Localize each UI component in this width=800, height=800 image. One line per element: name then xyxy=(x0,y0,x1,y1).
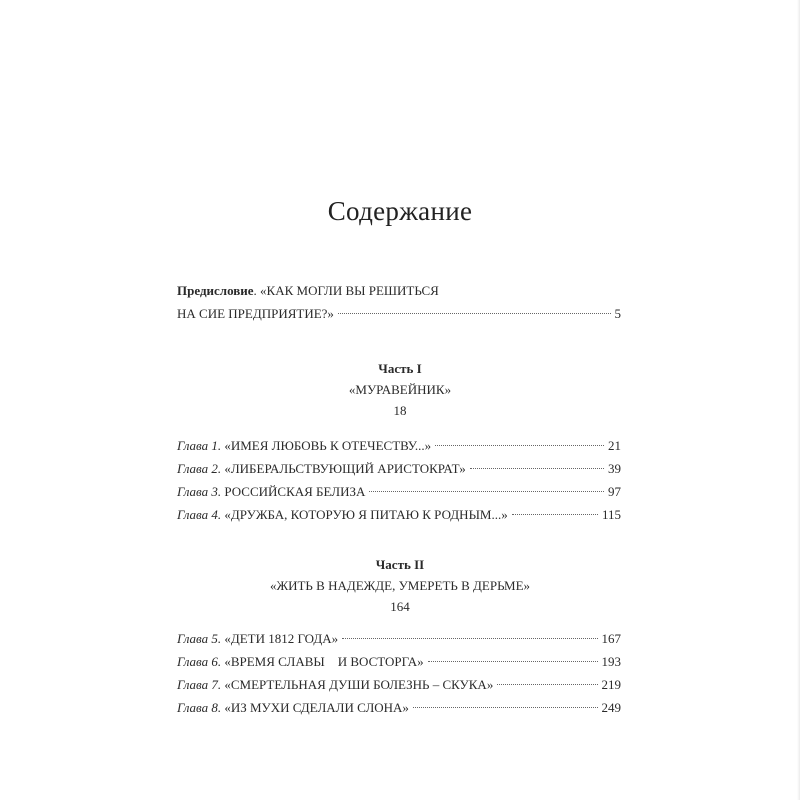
leader-dots xyxy=(470,467,604,469)
leader-dots xyxy=(369,490,604,492)
page-number: 5 xyxy=(614,306,621,321)
toc-entry-chapter-3[interactable] xyxy=(177,480,621,503)
part-2-chapter-list xyxy=(177,627,621,719)
leader-dots xyxy=(497,683,597,685)
toc-entry-chapter-7[interactable] xyxy=(177,673,621,696)
page-number: 167 xyxy=(601,631,621,646)
toc-entry-chapter-6[interactable] xyxy=(177,650,621,673)
leader-dots xyxy=(512,513,598,515)
part-page-number: 164 xyxy=(390,599,410,614)
chapter-title: «ДЕТИ 1812 ГОДА» xyxy=(224,631,339,646)
chapter-title: «СМЕРТЕЛЬНАЯ ДУШИ БОЛЕЗНЬ – СКУКА» xyxy=(224,677,494,692)
page-number: 115 xyxy=(601,507,621,522)
leader-dots xyxy=(428,660,598,662)
chapter-label: Глава 5. xyxy=(177,631,222,646)
part-1-chapter-list xyxy=(177,434,621,526)
toc-entry-chapter-5[interactable] xyxy=(177,627,621,650)
part-title: «МУРАВЕЙНИК» xyxy=(348,382,452,397)
page-number: 97 xyxy=(608,484,621,499)
chapter-title: «ЛИБЕРАЛЬСТВУЮЩИЙ АРИСТОКРАТ» xyxy=(224,461,466,476)
chapter-label: Глава 8. xyxy=(177,700,222,715)
preface-line-2 xyxy=(177,302,621,325)
chapter-title: «ИЗ МУХИ СДЕЛАЛИ СЛОНА» xyxy=(224,700,409,715)
part-page-number: 18 xyxy=(393,403,407,418)
part-2-header[interactable] xyxy=(0,554,800,617)
part-label: Часть I xyxy=(378,361,422,376)
toc-entry-chapter-4[interactable] xyxy=(177,503,621,526)
page-number: 219 xyxy=(601,677,621,692)
chapter-label: Глава 4. xyxy=(177,507,222,522)
leader-dots xyxy=(338,312,611,314)
chapter-label: Глава 2. xyxy=(177,461,222,476)
leader-dots xyxy=(413,706,598,708)
page-number: 249 xyxy=(601,700,621,715)
preface-title-line-2: НА СИЕ ПРЕДПРИЯТИЕ?» xyxy=(177,306,334,321)
toc-entry-chapter-8[interactable] xyxy=(177,696,621,719)
preface-label: Предисловие xyxy=(177,283,254,298)
chapter-title: «ДРУЖБА, КОТОРУЮ Я ПИТАЮ К РОДНЫМ...» xyxy=(224,507,508,522)
leader-dots xyxy=(342,637,597,639)
part-label: Часть II xyxy=(375,557,425,572)
page-number: 193 xyxy=(601,654,621,669)
page-title: Содержание xyxy=(327,196,473,226)
toc-entry-chapter-1[interactable] xyxy=(177,434,621,457)
page-number: 21 xyxy=(608,438,621,453)
chapter-label: Глава 6. xyxy=(177,654,222,669)
chapter-title: РОССИЙСКАЯ БЕЛИЗА xyxy=(224,484,366,499)
part-1-header[interactable] xyxy=(0,358,800,421)
preface-line-1 xyxy=(177,279,621,302)
chapter-title: «ИМЕЯ ЛЮБОВЬ К ОТЕЧЕСТВУ...» xyxy=(224,438,432,453)
chapter-title: «ВРЕМЯ СЛАВЫ И ВОСТОРГА» xyxy=(224,654,424,669)
preface-separator: . xyxy=(253,283,261,298)
toc-entry-chapter-2[interactable] xyxy=(177,457,621,480)
leader-dots xyxy=(435,444,604,446)
preface-title-line-1: «КАК МОГЛИ ВЫ РЕШИТЬСЯ xyxy=(260,283,439,298)
part-title: «ЖИТЬ В НАДЕЖДЕ, УМЕРЕТЬ В ДЕРЬМЕ» xyxy=(269,578,531,593)
toc-entry-preface[interactable] xyxy=(177,279,621,325)
chapter-label: Глава 3. xyxy=(177,484,222,499)
chapter-label: Глава 1. xyxy=(177,438,222,453)
chapter-label: Глава 7. xyxy=(177,677,222,692)
page-number: 39 xyxy=(608,461,621,476)
